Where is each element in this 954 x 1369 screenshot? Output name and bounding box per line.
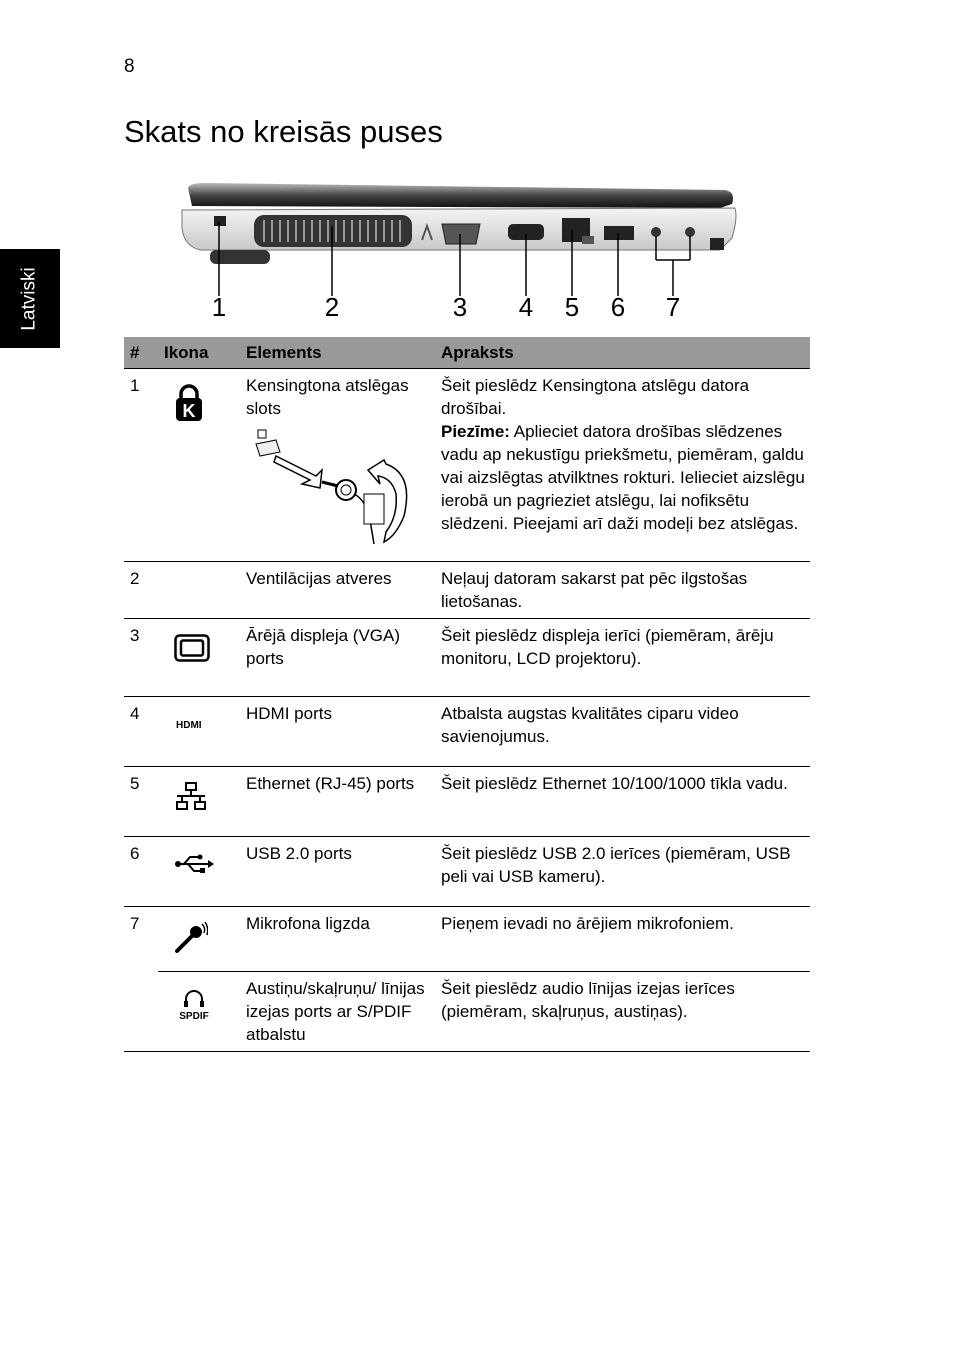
table-row: 4 HDMI HDMI ports Atbalsta augstas kvalitātes ciparu video savienojumus. — [124, 697, 810, 767]
callout-1: 1 — [211, 292, 227, 322]
element-name: Mikrofona ligzda — [240, 907, 435, 972]
svg-text:SPDIF: SPDIF — [179, 1011, 209, 1021]
table-row: 6 USB 2.0 ports Šeit pieslēdz USB 2.0 ierīces (piemēram, USB peli vai USB kameru). — [124, 837, 810, 907]
ports-table — [124, 337, 810, 1052]
table-row: 7 Mikrofona ligzda Pieņem ievadi no ārējiem mikrofoniem. — [124, 907, 810, 972]
page-number: 8 — [124, 56, 135, 77]
element-name: HDMI ports — [240, 697, 435, 767]
element-description: Neļauj datoram sakarst pat pēc ilgstošas lietošanas. — [435, 562, 810, 619]
element-description: Šeit pieslēdz Kensingtona atslēgu datora drošībai. — [441, 376, 750, 418]
element-name: Ārējā displeja (VGA) ports — [240, 619, 435, 697]
svg-text:HDMI: HDMI — [176, 720, 202, 731]
microphone-icon — [174, 922, 208, 954]
element-description: Pieņem ievadi no ārējiem mikrofoniem. — [435, 907, 810, 972]
table-row — [124, 972, 810, 1052]
lock-installation-illustration — [246, 424, 416, 550]
col-icon: Ikona — [158, 337, 240, 369]
ethernet-icon — [174, 782, 208, 812]
col-element: Elements — [240, 337, 435, 369]
table-row: 1 K Kensingtona atslēgas slots Šeit pieslēdz Kensingtona atslēgu datora drošībai. Piezīme: Aplieciet datora drošības slēdzenes vadu ap nekustīgu priekšmetu, piemēram, galdu vai aizslēgtas atvilktnes rokturi. Ielieciet aizslēgu ierobā un pagrieziet atslēgu, lai nofiksētu slēdzeni. Pieejami arī daži modeļi bez atslēgas. — [124, 369, 810, 562]
callout-5: 5 — [564, 292, 580, 322]
table-row: 2 Ventilācijas atveres Neļauj datoram sakarst pat pēc ilgstošas lietošanas. — [124, 562, 810, 619]
element-name: Austiņu/skaļruņu/ līnijas izejas ports ar S/PDIF atbalstu — [240, 972, 435, 1052]
element-name: Ventilācijas atveres — [240, 562, 435, 619]
element-note: Piezīme: Aplieciet datora drošības slēdzenes vadu ap nekustīgu priekšmetu, piemēram, galdu vai aizslēgtas atvilktnes rokturi. Ielieciet aizslēgu ierobā un pagrieziet atslēgu, lai nofiksētu slēdzeni. Pieejami arī daži modeļi bez atslēgas. — [441, 422, 805, 533]
element-name: Ethernet (RJ-45) ports — [240, 767, 435, 837]
svg-text:K: K — [182, 401, 196, 421]
table-row: 3 Ārējā displeja (VGA) ports Šeit pieslēdz displeja ierīci (piemēram, ārēju monitoru, LCD projektoru). — [124, 619, 810, 697]
table-row: 5 Ethernet (RJ-45) ports Šeit pieslēdz Ethernet 10/100/1000 tīkla vadu. — [124, 767, 810, 837]
element-description: Atbalsta augstas kvalitātes ciparu video savienojumus. — [435, 697, 810, 767]
element-description: Šeit pieslēdz displeja ierīci (piemēram, ārēju monitoru, LCD projektoru). — [435, 619, 810, 697]
headphone-spdif-icon — [174, 987, 214, 1021]
callout-6: 6 — [610, 292, 626, 322]
usb-icon — [174, 852, 214, 876]
table-header-row — [124, 337, 810, 369]
language-side-tab: Latviski — [0, 249, 60, 348]
col-number: # — [124, 337, 158, 369]
laptop-left-side-illustration — [180, 178, 740, 326]
element-description: Šeit pieslēdz USB 2.0 ierīces (piemēram, USB peli vai USB kameru). — [435, 837, 810, 907]
kensington-lock-icon — [174, 384, 204, 422]
element-name: USB 2.0 ports — [240, 837, 435, 907]
callout-3: 3 — [452, 292, 468, 322]
element-name: Kensingtona atslēgas slots — [246, 376, 409, 418]
callout-7: 7 — [665, 292, 681, 322]
vga-icon — [174, 634, 210, 662]
element-description: Šeit pieslēdz audio līnijas izejas ierīces (piemēram, skaļruņus, austiņas). — [435, 972, 810, 1052]
col-description: Apraksts — [435, 337, 810, 369]
page-title: Skats no kreisās puses — [124, 114, 443, 149]
callout-2: 2 — [324, 292, 340, 322]
element-description: Šeit pieslēdz Ethernet 10/100/1000 tīkla vadu. — [435, 767, 810, 837]
callout-4: 4 — [518, 292, 534, 322]
hdmi-icon — [174, 712, 214, 736]
